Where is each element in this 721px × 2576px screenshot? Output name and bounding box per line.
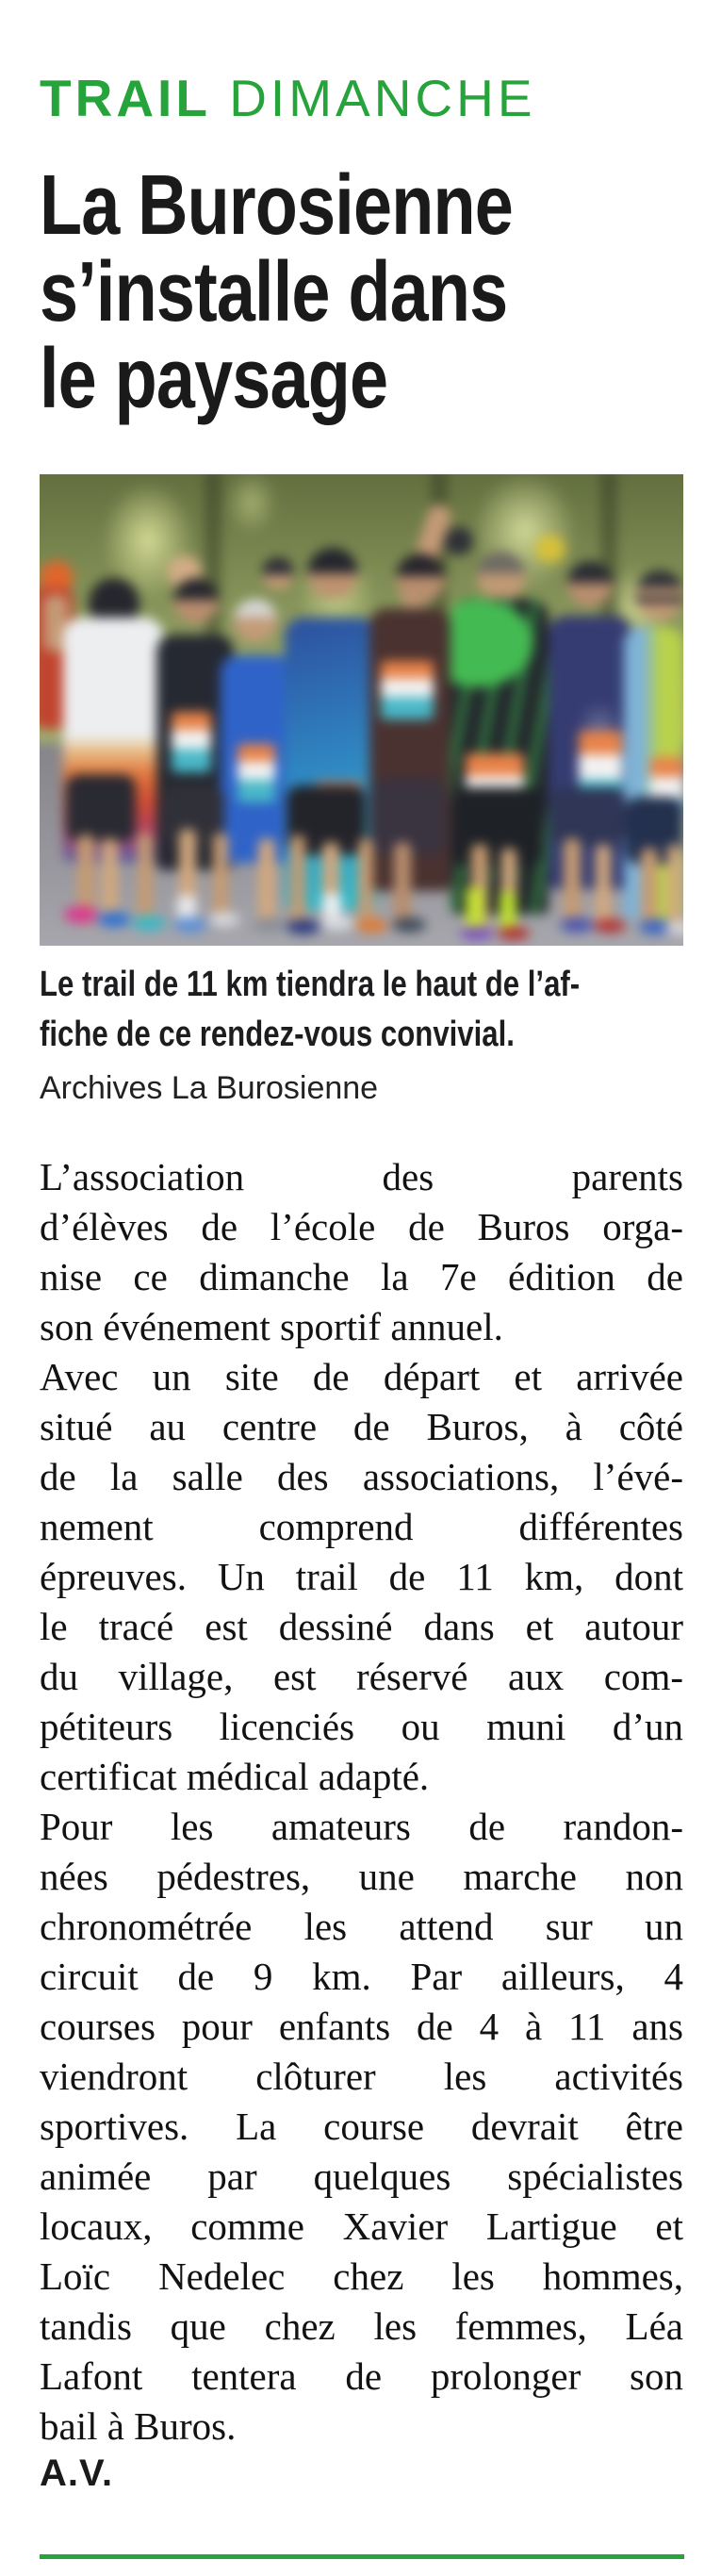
- caption-line: fiche de ce rendez-vous convivial.: [40, 1015, 515, 1054]
- body-line: nement comprend différentes: [40, 1505, 683, 1548]
- body-line: certificat médical adapté.: [40, 1755, 430, 1798]
- body-line: locaux, comme Xavier Lartigue et: [40, 2204, 683, 2248]
- photo-crowd: [40, 474, 683, 946]
- body-line: situé au centre de Buros, à côté: [40, 1405, 683, 1448]
- body-line: Lafont tentera de prolonger son: [40, 2354, 683, 2398]
- bottom-divider-rule: [40, 2554, 684, 2559]
- body-line: le tracé est dessiné dans et autour: [40, 1605, 683, 1648]
- body-line: pétiteurs licenciés ou muni d’un: [40, 1705, 683, 1748]
- body-line: Avec un site de départ et arrivée: [40, 1355, 683, 1398]
- photo-credit: Archives La Burosienne: [40, 1070, 379, 1106]
- headline: [40, 158, 616, 426]
- body-line: sportives. La course devrait être: [40, 2105, 683, 2148]
- photo-caption: [40, 960, 698, 1060]
- body-line: Pour les amateurs de randon-: [40, 1805, 683, 1848]
- body-line: chronométrée les attend sur un: [40, 1905, 683, 1948]
- headline-line: le paysage: [40, 332, 388, 426]
- body-line: circuit de 9 km. Par ailleurs, 4: [40, 1955, 683, 1998]
- body-line: Loïc Nedelec chez les hommes,: [40, 2254, 683, 2298]
- article-body: [40, 1152, 683, 2452]
- body-line: du village, est réservé aux com-: [40, 1655, 683, 1698]
- kicker-subcategory: DIMANCHE: [229, 69, 536, 127]
- kicker: [40, 70, 536, 126]
- article-photo: [40, 474, 683, 946]
- body-line: bail à Buros.: [40, 2404, 237, 2448]
- photo-illustration: [40, 474, 683, 946]
- body-line: nise ce dimanche la 7e édition de: [40, 1255, 683, 1298]
- body-line: épreuves. Un trail de 11 km, dont: [40, 1555, 683, 1598]
- body-line: tandis que chez les femmes, Léa: [40, 2304, 683, 2348]
- body-line: viendront clôturer les activités: [40, 2055, 683, 2098]
- body-line: L’association des parents: [40, 1155, 683, 1198]
- body-line: courses pour enfants de 4 à 11 ans: [40, 2005, 683, 2048]
- body-line: son événement sportif annuel.: [40, 1305, 503, 1348]
- author-initials: A.V.: [40, 2452, 114, 2494]
- kicker-category: TRAIL: [40, 69, 211, 127]
- caption-line: Le trail de 11 km tiendra le haut de l’af-: [40, 965, 581, 1004]
- body-line: nées pédestres, une marche non: [40, 1855, 683, 1898]
- body-line: de la salle des associations, l’évé-: [40, 1455, 683, 1498]
- body-line: animée par quelques spécialistes: [40, 2155, 683, 2198]
- headline-line: s’installe dans: [40, 245, 508, 339]
- body-line: d’élèves de l’école de Buros orga-: [40, 1205, 683, 1248]
- headline-line: La Burosienne: [40, 158, 513, 253]
